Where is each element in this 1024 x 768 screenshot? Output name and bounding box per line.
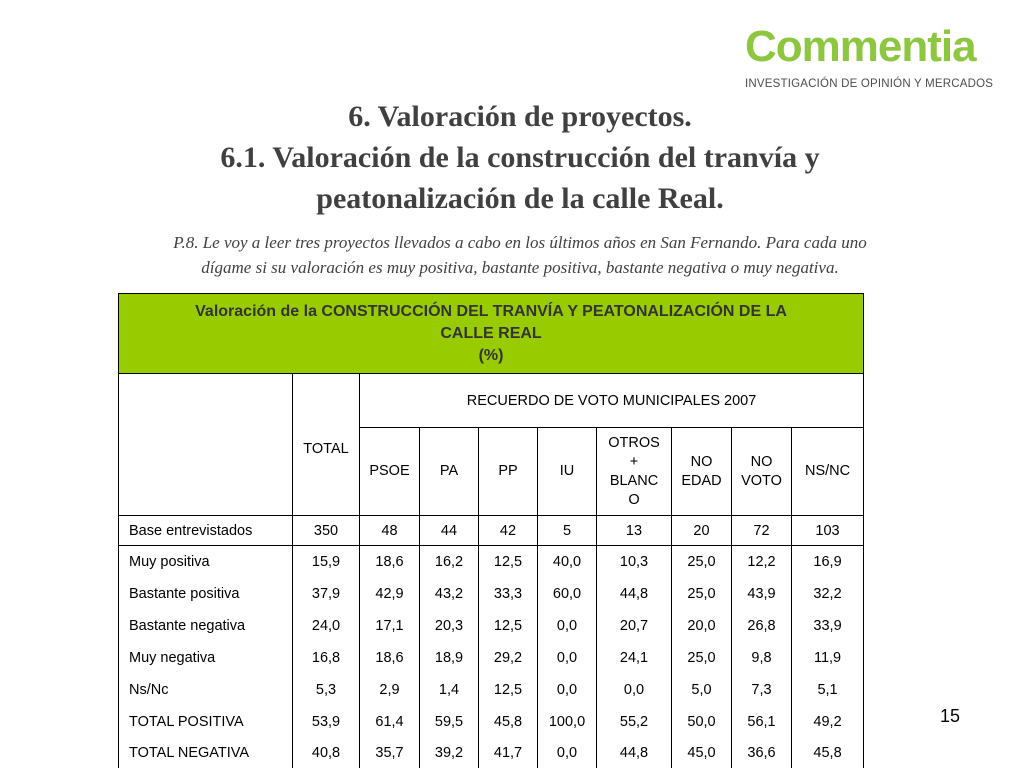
total-cell: 40,8	[293, 738, 360, 768]
data-cell: 18,6	[360, 546, 420, 578]
data-cell: 43,2	[420, 578, 479, 610]
title-line-1: 6. Valoración de proyectos.	[348, 100, 692, 133]
data-cell: 45,8	[479, 706, 538, 738]
table-title-line-1: Valoración de la CONSTRUCCIÓN DEL TRANVÍA Y PEATONALIZACIÓN DE LA	[195, 302, 787, 320]
data-cell: 20,3	[420, 610, 479, 642]
data-cell: 44,8	[597, 738, 672, 768]
data-cell: 40,0	[538, 546, 597, 578]
data-cell: 2,9	[360, 674, 420, 706]
base-cell: 72	[732, 516, 792, 546]
survey-question	[100, 230, 940, 280]
data-cell: 18,9	[420, 642, 479, 674]
table-title-line-3: (%)	[478, 346, 504, 364]
table-row	[119, 738, 864, 768]
column-header: NS/NC	[792, 428, 864, 516]
data-cell: 25,0	[672, 546, 732, 578]
data-cell: 35,7	[360, 738, 420, 768]
data-cell: 5,0	[672, 674, 732, 706]
data-cell: 29,2	[479, 642, 538, 674]
data-cell: 10,3	[597, 546, 672, 578]
base-total-cell: 350	[293, 516, 360, 546]
data-cell: 12,5	[479, 674, 538, 706]
commentia-logo	[745, 22, 995, 90]
data-cell: 36,6	[732, 738, 792, 768]
total-cell: 53,9	[293, 706, 360, 738]
table-row	[119, 706, 864, 738]
table-title-line-2: CALLE REAL	[440, 324, 542, 342]
total-cell: 15,9	[293, 546, 360, 578]
column-header: PP	[479, 428, 538, 516]
data-cell: 61,4	[360, 706, 420, 738]
total-cell: 24,0	[293, 610, 360, 642]
column-header: PA	[420, 428, 479, 516]
data-cell: 11,9	[792, 642, 864, 674]
row-label: Bastante negativa	[119, 610, 293, 642]
title-line-3: peatonalización de la calle Real.	[316, 182, 724, 215]
data-cell: 25,0	[672, 578, 732, 610]
data-cell: 100,0	[538, 706, 597, 738]
total-cell: 5,3	[293, 674, 360, 706]
slide-title	[120, 96, 920, 219]
total-cell: 16,8	[293, 642, 360, 674]
data-cell: 1,4	[420, 674, 479, 706]
data-cell: 42,9	[360, 578, 420, 610]
base-cell: 48	[360, 516, 420, 546]
row-label: Ns/Nc	[119, 674, 293, 706]
total-header: TOTAL	[293, 374, 360, 516]
data-cell: 25,0	[672, 642, 732, 674]
data-cell: 32,2	[792, 578, 864, 610]
data-cell: 17,1	[360, 610, 420, 642]
base-row	[119, 516, 864, 546]
data-cell: 5,1	[792, 674, 864, 706]
table-row	[119, 578, 864, 610]
data-cell: 18,6	[360, 642, 420, 674]
results-table	[118, 293, 864, 768]
base-cell: 42	[479, 516, 538, 546]
data-cell: 20,0	[672, 610, 732, 642]
data-cell: 24,1	[597, 642, 672, 674]
table-row	[119, 674, 864, 706]
vote-recall-group-header: RECUERDO DE VOTO MUNICIPALES 2007	[360, 374, 864, 428]
data-cell: 49,2	[792, 706, 864, 738]
base-cell: 44	[420, 516, 479, 546]
table-row	[119, 610, 864, 642]
data-cell: 0,0	[538, 610, 597, 642]
data-cell: 33,3	[479, 578, 538, 610]
data-cell: 43,9	[732, 578, 792, 610]
data-cell: 26,8	[732, 610, 792, 642]
data-cell: 20,7	[597, 610, 672, 642]
table-row	[119, 546, 864, 578]
base-cell: 20	[672, 516, 732, 546]
data-cell: 0,0	[538, 738, 597, 768]
data-cell: 44,8	[597, 578, 672, 610]
base-cell: 103	[792, 516, 864, 546]
data-cell: 41,7	[479, 738, 538, 768]
row-label: Muy negativa	[119, 642, 293, 674]
column-header: PSOE	[360, 428, 420, 516]
table-row	[119, 642, 864, 674]
data-cell: 50,0	[672, 706, 732, 738]
data-cell: 56,1	[732, 706, 792, 738]
data-cell: 9,8	[732, 642, 792, 674]
row-label: TOTAL POSITIVA	[119, 706, 293, 738]
total-cell: 37,9	[293, 578, 360, 610]
data-cell: 45,0	[672, 738, 732, 768]
data-cell: 59,5	[420, 706, 479, 738]
table-title	[119, 294, 864, 374]
row-label: Bastante positiva	[119, 578, 293, 610]
base-row-label: Base entrevistados	[119, 516, 293, 546]
header-corner-cell	[119, 374, 293, 516]
data-cell: 0,0	[538, 674, 597, 706]
column-header: OTROS + BLANC O	[597, 428, 672, 516]
data-cell: 16,2	[420, 546, 479, 578]
question-line-1: P.8. Le voy a leer tres proyectos llevados a cabo en los últimos años en San Fernando. Para cada uno	[173, 233, 867, 252]
data-cell: 39,2	[420, 738, 479, 768]
data-cell: 45,8	[792, 738, 864, 768]
data-cell: 55,2	[597, 706, 672, 738]
column-header: NO VOTO	[732, 428, 792, 516]
column-header: NO EDAD	[672, 428, 732, 516]
data-cell: 12,5	[479, 546, 538, 578]
data-cell: 16,9	[792, 546, 864, 578]
page-number: 15	[940, 706, 961, 726]
data-cell: 0,0	[597, 674, 672, 706]
data-cell: 12,5	[479, 610, 538, 642]
row-label: TOTAL NEGATIVA	[119, 738, 293, 768]
base-cell: 5	[538, 516, 597, 546]
logo-subtitle: INVESTIGACIÓN DE OPINIÓN Y MERCADOS	[745, 78, 994, 90]
data-cell: 12,2	[732, 546, 792, 578]
row-label: Muy positiva	[119, 546, 293, 578]
column-header: IU	[538, 428, 597, 516]
question-line-2: dígame si su valoración es muy positiva, bastante positiva, bastante negativa o muy negativa.	[201, 258, 839, 277]
base-cell: 13	[597, 516, 672, 546]
data-cell: 0,0	[538, 642, 597, 674]
data-cell: 33,9	[792, 610, 864, 642]
data-cell: 60,0	[538, 578, 597, 610]
title-line-2: 6.1. Valoración de la construcción del tranvía y	[220, 141, 820, 174]
logo-wordmark: Commentia	[745, 22, 976, 71]
data-cell: 7,3	[732, 674, 792, 706]
